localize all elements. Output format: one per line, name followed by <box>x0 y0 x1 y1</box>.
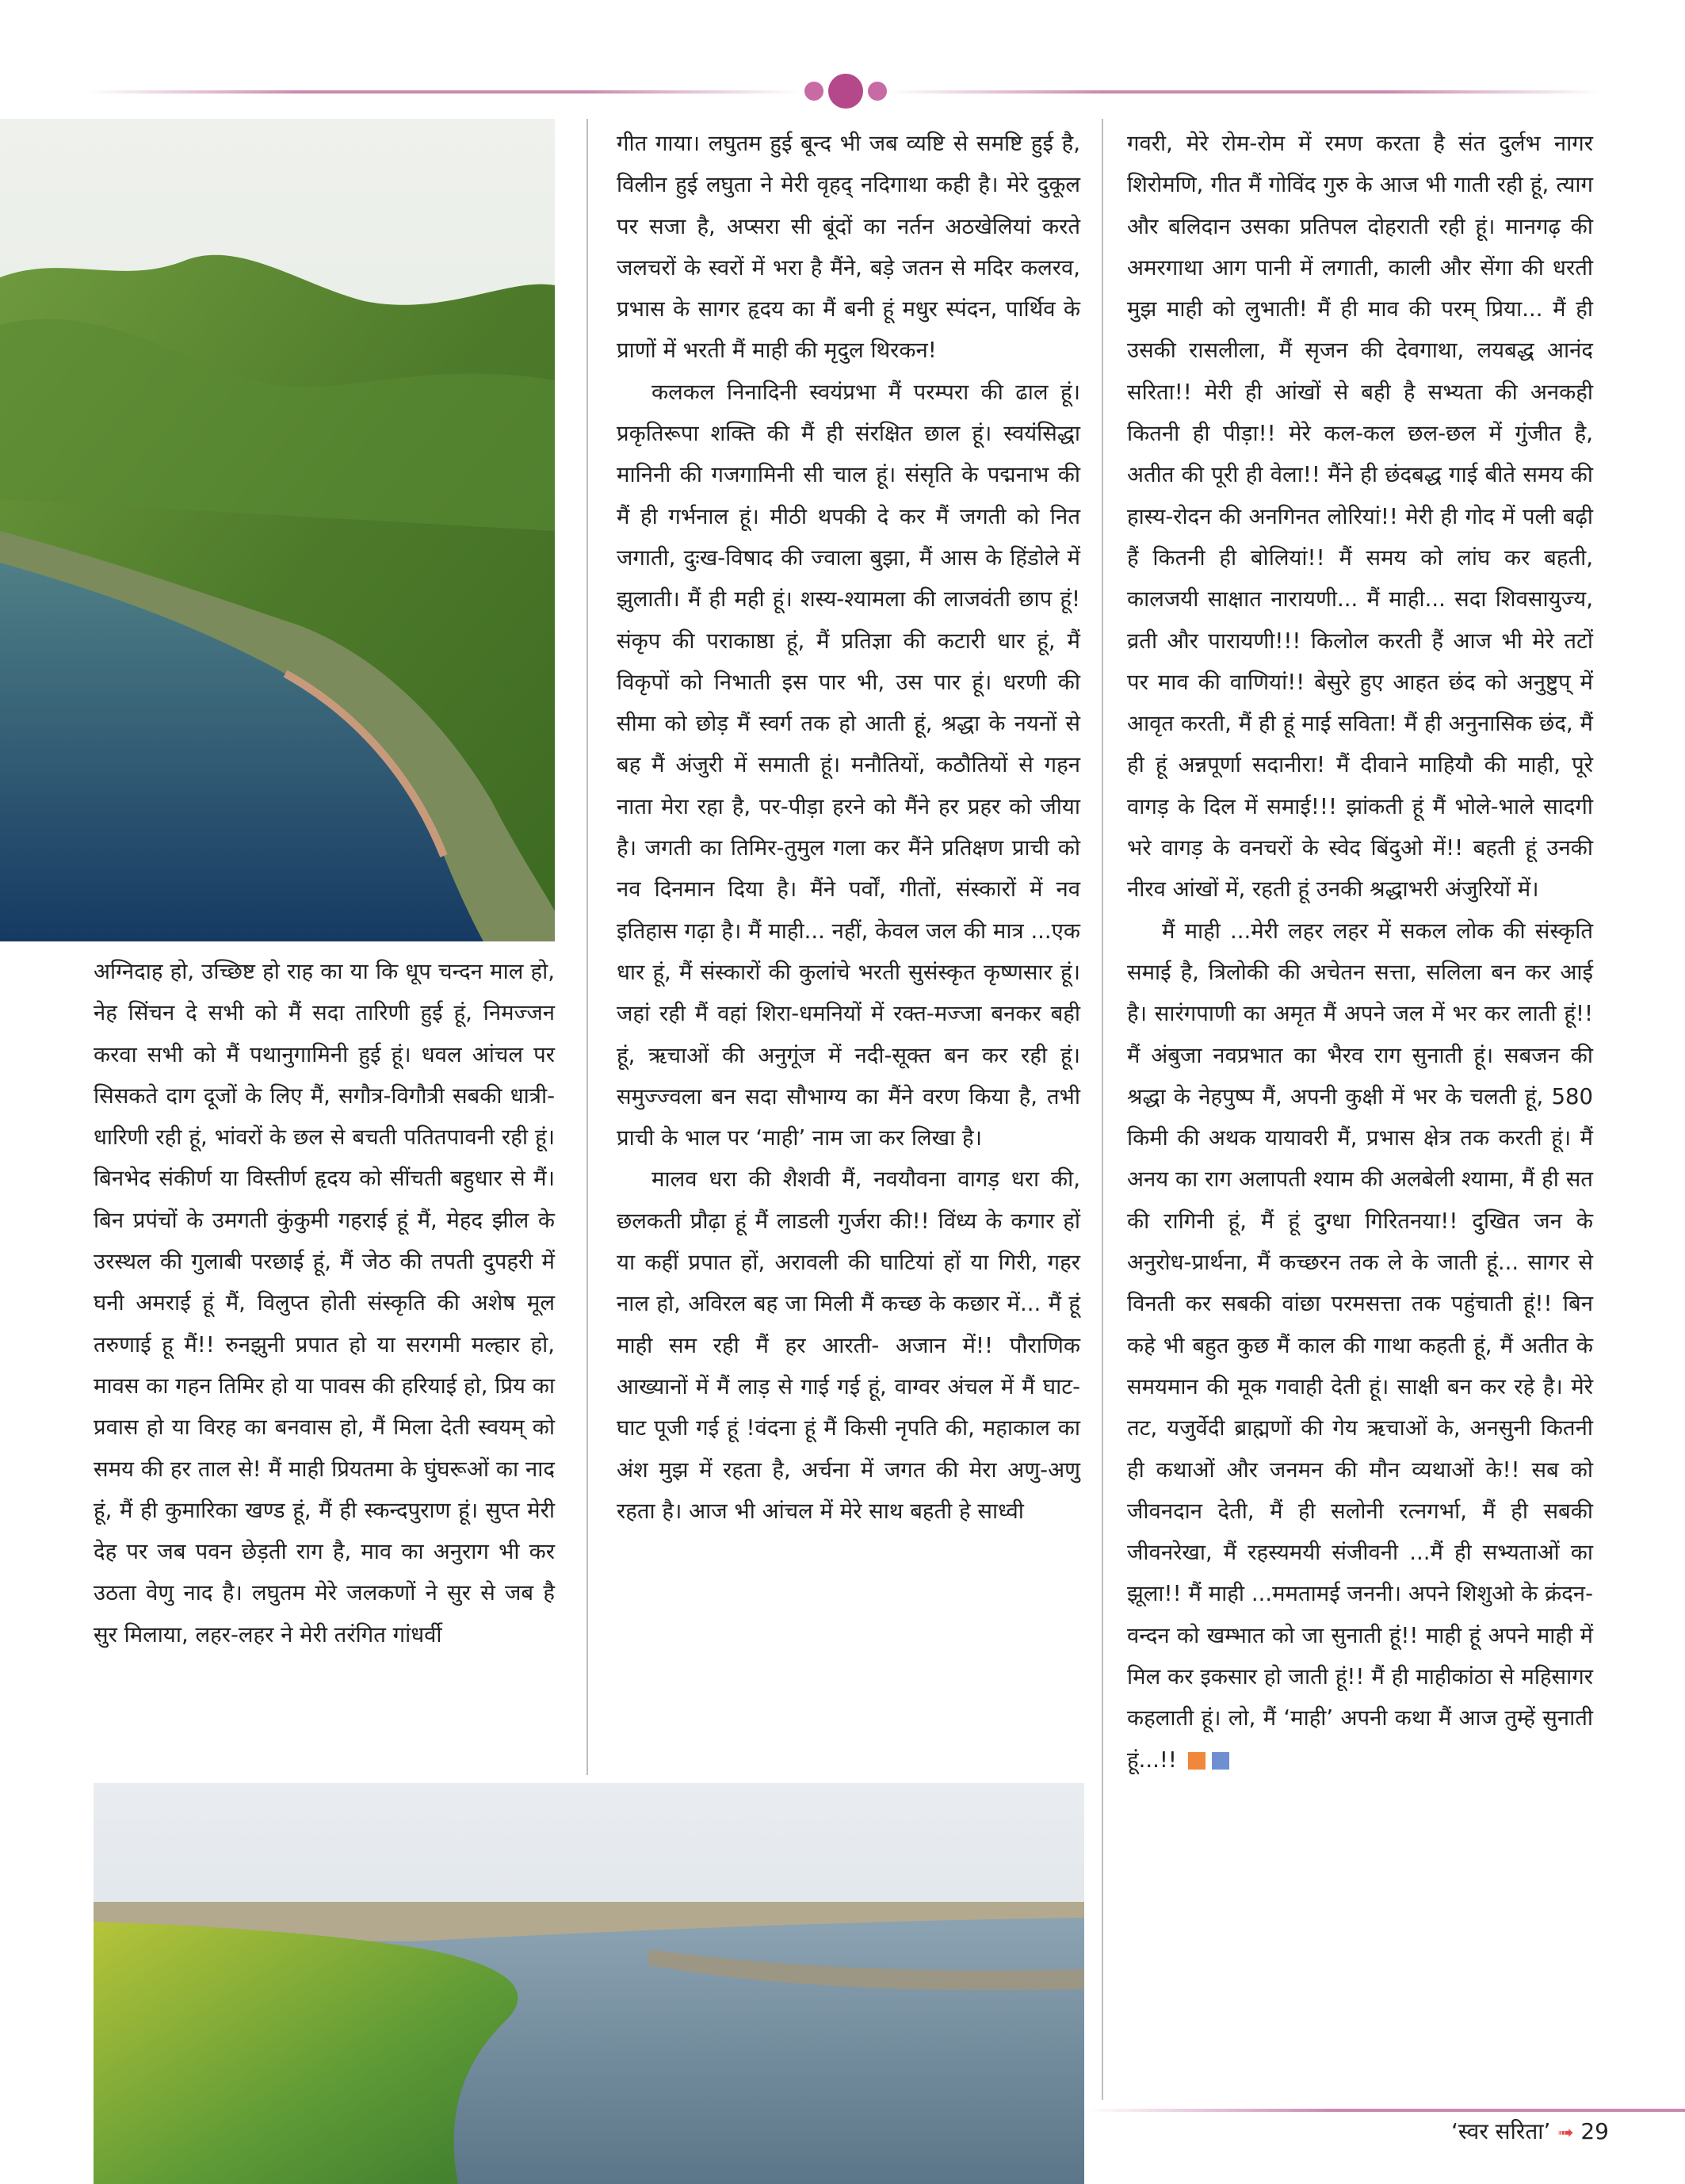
paragraph: कलकल निनादिनी स्वयंप्रभा मैं परम्परा की ढाल हूं। प्रकृतिरूपा शक्ति की मैं ही संरक्षित छाल हूं। स्वयंसिद्धा मानिनी की गजगामिनी सी चाल हूं। संसृति के पद्मनाभ की मैं ही गर्भनाल हूं। मीठी थपकी दे कर मैं जगती को नित जगाती, दुःख-विषाद की ज्वाला बुझा, मैं आस के हिंडोले में झुलाती। मैं ही मही हूं। शस्य-श्यामला की लाजवंती छाप हूं! संकृप की पराकाष्ठा हूं, मैं प्रतिज्ञा की कटारी धार हूं, मैं विकृपों को निभाती इस पार भी, उस पार हूं। धरणी की सीमा को छोड़ मैं स्वर्ग तक हो आती हूं, श्रद्धा के नयनों से बह मैं अंजुरी में समाती हूं। मनौतियों, कठौतियों से गहन नाता मेरा रहा है, पर-पीड़ा हरने को मैंने हर प्रहर को जीया है। जगती का तिमिर-तुमुल गला कर मैंने प्रतिक्षण प्राची को नव दिनमान दिया है। मैंने पर्वों, गीतों, संस्कारों में नव इतिहास गढ़ा है। मैं माही... नहीं, केवल जल की मात्र ...एक धार हूं, मैं संस्कारों की कुलांचे भरती सुसंस्कृत कृष्णसार हूं। जहां रही मैं वहां शिरा-धमनियों में रक्त-मज्जा बनकर बही हूं, ऋचाओं की अनुगूंज में नदी-सूक्त बन कर रही हूं। समुज्ज्वला बन सदा सौभाग्य का मैंने वरण किया है, तभी प्राची के भाल पर ‘माही’ नाम जा कर लिखा है। <box>617 379 1080 1151</box>
footer <box>1451 2116 1609 2146</box>
arrow-icon: ➟ <box>1557 2121 1574 2144</box>
end-mark-orange <box>1188 1752 1205 1770</box>
river-hill-illustration <box>0 119 555 941</box>
paragraph: अग्निदाह हो, उच्छिष्ट हो राह का या कि धूप चन्दन माल हो, नेह सिंचन दे सभी को मैं सदा तारिणी हुई हूं, निमज्जन करवा सभी को मैं पथानुगामिनी हुई हूं। धवल आंचल पर सिसकते दाग दूजों के लिए मैं, सगौत्र-विगौत्री सबकी धात्री-धारिणी रही हूं, भांवरों के छल से बचती पतितपावनी रही हूं। बिनभेद संकीर्ण या विस्तीर्ण हृदय को सींचती बहुधार से मैं। बिन प्रपंचों के उमगती कुंकुमी गहराई हूं मैं, मेहद झील के उरस्थल की गुलाबी परछाई हूं, मैं जेठ की तपती दुपहरी में घनी अमराई हूं मैं, विलुप्त होती संस्कृति की अशेष मूल तरुणाई हू मैं!! रुनझुनी प्रपात हो या सरगमी मल्हार हो, मावस का गहन तिमिर हो या पावस की हरियाई हो, प्रिय का प्रवास हो या विरह का बनवास हो, मैं मिला देती स्वयम् को समय की हर ताल से! मैं माही प्रियतमा के घुंघरूओं का नाद हूं, मैं ही कुमारिका खण्ड हूं, मैं ही स्कन्दपुराण हूं। सुप्त मेरी देह पर जब पवन छेड़ती राग है, माव का अनुराग भी कर उठता वेणु नाद है। लघुतम मेरे जलकणों ने सुर से जब है सुर मिलाया, लहर-लहर ने मेरी तरंगित गांधर्वी <box>94 959 555 1648</box>
paragraph-final <box>1127 911 1593 1781</box>
header-dot-center <box>828 74 863 109</box>
magazine-title: ‘स्वर सरिता’ <box>1450 2118 1551 2144</box>
end-mark-blue <box>1212 1752 1229 1770</box>
header-dot-left <box>804 82 823 101</box>
paragraph: मालव धरा की शैशवी मैं, नवयौवना वागड़ धरा की, छलकती प्रौढ़ा हूं मैं लाडली गुर्जरा की!! विंध्य के कगार हों या कहीं प्रपात हों, अरावली की घाटियां हों या गिरी, गहर नाल हो, अविरल बह जा मिली मैं कच्छ के कछार में... मैं हूं माही सम रही मैं हर आरती- अजान में!! पौराणिक आख्यानों में मैं लाड़ से गाई गई हूं, वाग्वर अंचल में मैं घाट-घाट पूजी गई हूं !वंदना हूं मैं किसी नृपति की, महाकाल का अंश मुझ में रहता है, अर्चना में जगत की मेरा अणु-अणु रहता है। आज भी आंचल में मेरे साथ बहती हे साध्वी <box>617 1166 1080 1524</box>
header-dot-right <box>868 82 887 101</box>
lake-illustration <box>94 1783 1084 2184</box>
lake-photo <box>94 1783 1084 2184</box>
footer-rule <box>1086 2109 1685 2112</box>
text-column-right <box>1127 123 1593 1781</box>
paragraph-final-text: मैं माही ...मेरी लहर लहर में सकल लोक की संस्कृति समाई है, त्रिलोकी की अचेतन सत्ता, सलिला बन कर आई है। सारंगपाणी का अमृत मैं अपने जल में भर कर लाती हूं!! मैं अंबुजा नवप्रभात का भैरव राग सुनाती हूं। सबजन की श्रद्धा के नेहपुष्प मैं, अपनी कुक्षी में भर के चलती हूं, 580 किमी की अथक यायावरी मैं, प्रभास क्षेत्र तक करती हूं। मैं अनय का राग अलापती श्याम की अलबेली श्यामा, मैं ही सत की रागिनी हूं, मैं हूं दुग्धा गिरितनया!! दुखित जन के अनुरोध-प्रार्थना, मैं कच्छरन तक ले के जाती हूं... सागर से विनती कर सबकी वांछा परमसत्ता तक पहुंचाती हूं!! बिन कहे भी बहुत कुछ मैं काल की गाथा कहती हूं, मैं अतीत के समयमान की मूक गवाही देती हूं। साक्षी बन कर रहे है। मेरे तट, यजुर्वेदी ब्राह्मणों की गेय ऋचाओं के, अनसुनी कितनी ही कथाओं और जनमन की मौन व्यथाओं के!! सब को जीवनदान देती, मैं ही सलोनी रत्नगर्भा, मैं ही सबकी जीवनरेखा, मैं रहस्यमयी संजीवनी ...मैं ही सभ्यताओं का झूला!! मैं माही ...ममतामई जननी। अपने शिशुओ के क्रंदन-वन्दन को खम्भात को जा सुनाती हूं!! माही हूं अपने माही में मिल कर इकसार हो जाती हूं!! मैं ही माहीकांठा से महिसागर कहलाती हूं। लो, मैं ‘माही’ अपनी कथा मैं आज तुम्हें सुनाती हूं...!! <box>1127 918 1593 1773</box>
page-number: 29 <box>1580 2118 1609 2144</box>
text-column-middle <box>617 123 1080 1532</box>
column-divider-1 <box>587 119 588 1775</box>
header-rule-left <box>87 90 800 94</box>
river-hill-photo <box>0 119 555 941</box>
column-divider-2 <box>1102 119 1103 2100</box>
text-column-left <box>94 951 555 1655</box>
paragraph: गीत गाया। लघुतम हुई बून्द भी जब व्यष्टि से समष्टि हुई है, विलीन हुई लघुता ने मेरी वृहद् नदिगाथा कही है। मेरे दुकूल पर सजा है, अप्सरा सी बूंदों का नर्तन अठखेलियां करते जलचरों के स्वरों में भरा है मैंने, बड़े जतन से मदिर कलरव, प्रभास के सागर हृदय का मैं बनी हूं मधुर स्पंदन, पार्थिव के प्राणों में भरती मैं माही की मृदुल थिरकन! <box>617 131 1080 364</box>
paragraph: गवरी, मेरे रोम-रोम में रमण करता है संत दुर्लभ नागर शिरोमणि, गीत मैं गोविंद गुरु के आज भी गाती रही हूं, त्याग और बलिदान उसका प्रतिपल दोहराती रही हूं। मानगढ़ की अमरगाथा आग पानी में लगाती, काली और सेंगा की धरती मुझ माही को लुभाती! मैं ही माव की परम् प्रिया... मैं ही उसकी रासलीला, मैं सृजन की देवगाथा, लयबद्ध आनंद सरिता!! मेरी ही आंखों से बही है सभ्यता की अनकही कितनी ही पीड़ा!! मेरे कल-कल छल-छल में गुंजीत है, अतीत की पूरी ही वेला!! मैंने ही छंदबद्ध गाई बीते समय की हास्य-रोदन की अनगिनत लोरियां!! मेरी ही गोद में पली बढ़ी हैं कितनी ही बोलियां!! मैं समय को लांघ कर बहती, कालजयी साक्षात नारायणी... मैं माही... सदा शिवसायुज्य, व्रती और पारायणी!!! किलोल करती हैं आज भी मेरे तटों पर माव की वाणियां!! बेसुरे हुए आहत छंद को अनुष्टुप् में आवृत करती, मैं ही हूं माई सविता! मैं ही अनुनासिक छंद, मैं ही हूं अन्नपूर्णा सदानीरा! मैं दीवाने माहियौ की माही, पूरे वागड़ के दिल में समाई!!! झांकती हूं मैं भोले-भाले सादगी भरे वागड़ के वनचरों के स्वेद बिंदुओ में!! बहती हूं उनकी नीरव आंखों में, रहती हूं उनकी श्रद्धाभरी अंजुरियों में। <box>1127 131 1593 903</box>
header-rule-right <box>888 90 1601 94</box>
